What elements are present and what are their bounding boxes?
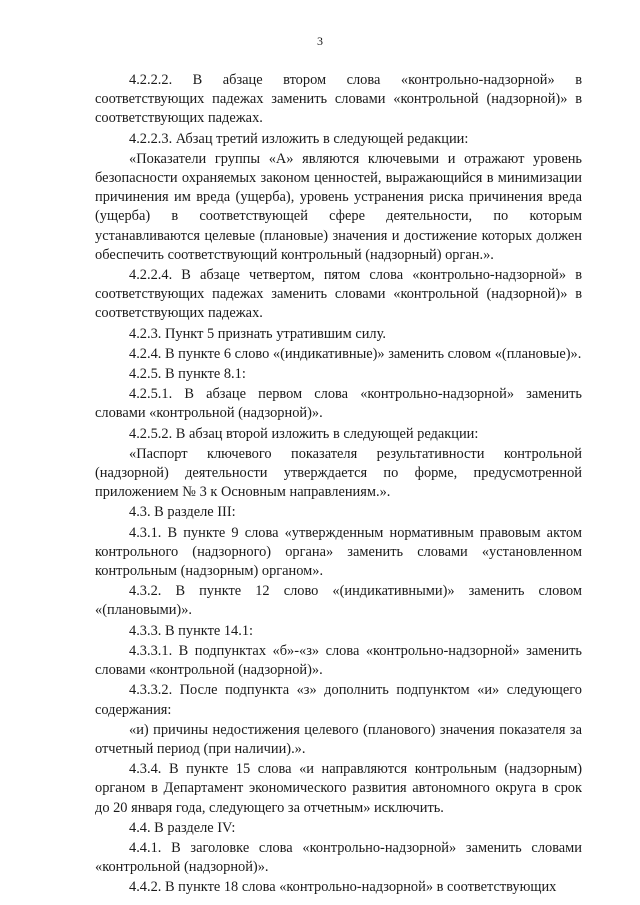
- paragraph-4-3-3-1: 4.3.3.1. В подпунктах «б»-«з» слова «контрольно-надзорной» заменить словами «контрольной (надзорной)».: [95, 642, 582, 679]
- document-body: [95, 71, 582, 899]
- paragraph-4-3-3: 4.3.3. В пункте 14.1:: [129, 622, 254, 639]
- paragraph-4-4-1: 4.4.1. В заголовке слова «контрольно-надзорной» заменить словами «контрольной (надзорной)».: [95, 839, 582, 876]
- quote-subpoint-i: «и) причины недостижения целевого (планового) значения показателя за отчетный период (при наличии).».: [95, 721, 582, 757]
- paragraph-4-3-1: 4.3.1. В пункте 9 слова «утвержденным нормативным правовым актом контрольного (надзорного) органа» заменить словами «установленном контрольным (надзорным) органом».: [95, 524, 582, 580]
- paragraph-4-2-2-3: 4.2.2.3. Абзац третий изложить в следующей редакции:: [129, 130, 469, 147]
- paragraph-4-2-2-4: 4.2.2.4. В абзаце четвертом, пятом слова «контрольно-надзорной» в соответствующих падежах заменить словами «контрольной (надзорной)» в соответствующих падежах.: [95, 267, 582, 322]
- paragraph-4-2-5: 4.2.5. В пункте 8.1:: [129, 366, 246, 383]
- paragraph-4-3-3-2: 4.3.3.2. После подпункта «з» дополнить подпунктом «и» следующего содержания:: [95, 682, 582, 718]
- paragraph-4-4: 4.4. В разделе IV:: [129, 819, 236, 836]
- quote-group-a-indicators: «Показатели группы «А» являются ключевыми и отражают уровень безопасности охраняемых законом ценностей, выражающийся в минимизации причинения им вреда (ущерба), уровень устранения риска причинения вреда (ущерба) в соответствующей сфере деятельности, по которым устанавливаются целевые (плановые) значения и достижение которых должен обеспечить соответствующий контрольный (надзорный) орган.».: [95, 150, 582, 263]
- paragraph-4-2-2-2: 4.2.2.2. В абзаце втором слова «контрольно-надзорной» в соответствующих падежах заменить словами «контрольной (надзорной)» в соответствующих падежах.: [95, 72, 582, 127]
- paragraph-4-3-4: 4.3.4. В пункте 15 слова «и направляются контрольным (надзорным) органом в Департамент экономического развития автономного округа в срок до 20 января года, следующего за отчетным» исключить.: [95, 761, 582, 816]
- paragraph-4-2-4: 4.2.4. В пункте 6 слово «(индикативные)» заменить словом «(плановые)».: [129, 345, 582, 362]
- paragraph-4-2-3: 4.2.3. Пункт 5 признать утратившим силу.: [129, 325, 386, 342]
- paragraph-4-2-5-1: 4.2.5.1. В абзаце первом слова «контрольно-надзорной» заменить словами «контрольной (надзорной)».: [95, 386, 582, 422]
- page-number: 3: [317, 34, 323, 48]
- quote-passport-key-indicator: «Паспорт ключевого показателя результативности контрольной (надзорной) деятельности утверждается по форме, предусмотренной приложением № 3 к Основным направлениям.».: [95, 445, 582, 501]
- paragraph-4-4-2: 4.4.2. В пункте 18 слова «контрольно-надзорной» в соответствующих: [129, 879, 557, 896]
- paragraph-4-3-2: 4.3.2. В пункте 12 слово «(индикативными)» заменить словом «(плановыми)».: [95, 583, 582, 619]
- paragraph-4-2-5-2: 4.2.5.2. В абзац второй изложить в следующей редакции:: [129, 425, 479, 442]
- paragraph-4-3: 4.3. В разделе III:: [129, 504, 236, 521]
